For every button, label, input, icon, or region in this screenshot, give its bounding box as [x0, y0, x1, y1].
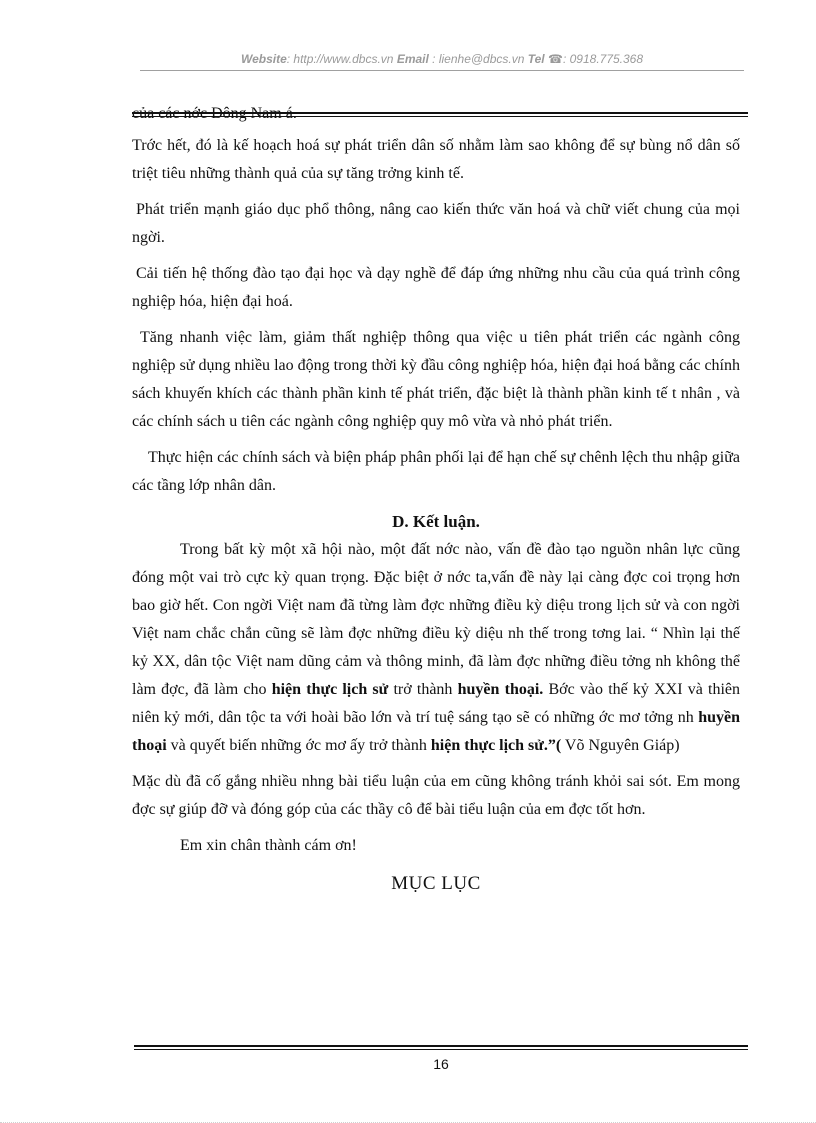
footer-divider [134, 1045, 748, 1047]
conclusion-text-1: Trong bất kỳ một xã hội nào, một đất nớc nào, vấn đề đào tạo nguồn nhân lực cũng đóng một vai trò cực kỳ quan trọng. Đặc biệt ở nớc ta,vấn đề này lại càng đợc coi trọng hơn bao giờ hết. Con ngời Việt nam đã từng làm đợc những điều kỳ diệu trong lịch sử và con ngời Việt nam chắc chắn cũng sẽ làm đợc những điều kỳ diệu nh thế trong tơng lai. “ Nhìn lại thế kỷ XX, dân tộc Việt nam dũng cảm và thông minh, đã làm đợc những điều tởng nh không thể làm đợc, đã làm cho [132, 541, 740, 698]
header-divider [140, 70, 744, 71]
conclusion-text-4: và quyết biến những ớc mơ ấy trở thành [166, 737, 431, 754]
page-header [140, 52, 744, 66]
conclusion-text-3: Bớc vào thế kỷ XXI và thiên niên kỷ mới, dân tộc ta với hoài bão lớn và trí tuệ sáng tạo sẽ có những ớc mơ tởng nh [132, 681, 741, 726]
tel-value: : 0918.775.368 [562, 52, 644, 66]
footer-divider-thin [134, 1049, 748, 1050]
email-label: Email [396, 52, 429, 66]
paragraph-employment: Tăng nhanh việc làm, giảm thất nghiệp thông qua việc u tiên phát triển các ngành công nghiệp sử dụng nhiều lao động trong thời kỳ đầu công nghiệp hóa, hiện đại hoá bằng các chính sách khuyến khích các thành phần kinh tế phát triển, đặc biệt là thành phần kinh tế t nhân , và các chính sách u tiên các ngành công nghiệp quy mô vừa và nhỏ phát triển. [132, 329, 740, 430]
tel-label: Tel [527, 52, 545, 66]
continued-line [132, 104, 748, 124]
top-divider-thin [132, 116, 748, 117]
website-label: Website [240, 52, 287, 66]
top-divider [132, 112, 748, 114]
conclusion-heading: D. Kết luận. [392, 512, 480, 531]
document-body [132, 132, 740, 906]
paragraph-population: Trớc hết, đó là kế hoạch hoá sự phát triển dân số nhằm làm sao không để sự bùng nổ dân số triệt tiêu những thành quả của sự tăng trởng kinh tế. [132, 137, 740, 182]
conclusion-bold-4: hiện thực lịch sử.”( [430, 737, 562, 754]
email-value: : lienhe@dbcs.vn [432, 52, 525, 66]
paragraph-distribution: Thực hiện các chính sách và biện pháp phân phối lại để hạn chế sự chênh lệch thu nhập giữa các tầng lớp nhân dân. [132, 449, 740, 494]
toc-heading: MỤC LỤC [391, 873, 481, 894]
thanks-line: Em xin chân thành cám ơn! [180, 837, 357, 854]
conclusion-bold-2: huyền thoại. [457, 681, 544, 698]
paragraph-education: Phát triển mạnh giáo dục phổ thông, nâng cao kiến thức văn hoá và chữ viết chung của mọi ngời. [132, 201, 740, 246]
paragraph-training: Cải tiến hệ thống đào tạo đại học và dạy nghề để đáp ứng những nhu cầu của quá trình công nghiệp hóa, hiện đại hoá. [132, 265, 740, 310]
closing-paragraph: Mặc dù đã cố gắng nhiều nhng bài tiểu luận của em cũng không tránh khỏi sai sót. Em mong đợc sự giúp đỡ và đóng góp của các thầy cô để bài tiểu luận của em đợc tốt hơn. [132, 773, 740, 818]
phone-icon: ☎ [548, 52, 563, 66]
page-number: 16 [433, 1056, 449, 1072]
conclusion-bold-1: hiện thực lịch sử [271, 681, 389, 698]
conclusion-attribution: Võ Nguyên Giáp) [561, 737, 680, 754]
conclusion-bold-3: huyền thoại [132, 709, 740, 754]
website-value: : http://www.dbcs.vn [286, 52, 394, 66]
conclusion-paragraph [132, 536, 740, 760]
conclusion-text-2: trở thành [388, 681, 458, 698]
